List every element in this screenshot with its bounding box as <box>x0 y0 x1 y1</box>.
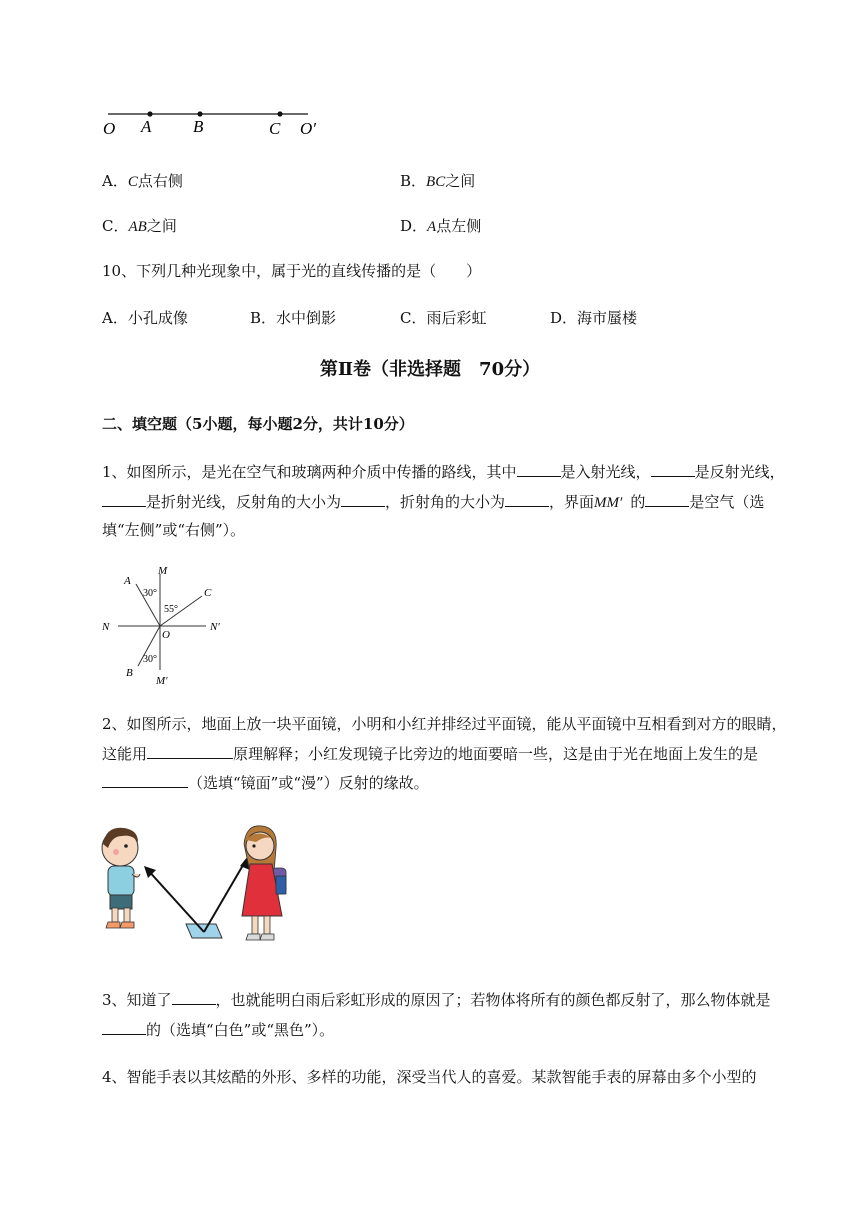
fill1-text: ，折射角的大小为 <box>385 493 506 511</box>
option-var: A <box>427 219 437 235</box>
fill3-text: ，也就能明白雨后彩虹形成的原因了；若物体将所有的颜色都反射了，那么物体就是 <box>215 991 771 1009</box>
fill2-text: （选填“镜面”或“漫”）反射的缘故。 <box>188 774 429 792</box>
angle-30-top: 30° <box>143 588 157 599</box>
fill3-text: 的（选填“白色”或“黑色”）。 <box>146 1021 335 1039</box>
label-C: C <box>269 119 281 138</box>
part2-title: 第Ⅱ卷（非选择题 70分） <box>319 359 541 380</box>
q10-stem: 10、下列几种光现象中，属于光的直线传播的是（ ） <box>102 262 482 280</box>
option-text: 点右侧 <box>137 172 183 190</box>
fill2-line1: 2、如图所示，地面上放一块平面镜，小明和小红并排经过平面镜，能从平面镜中互相看到对方的眼睛， <box>102 715 787 733</box>
fill1-text: 是折射光线，反射角的大小为 <box>146 493 342 511</box>
label-N-prime: N′ <box>210 621 220 633</box>
ray-to-boy <box>146 868 204 932</box>
fill1-line1 <box>102 462 785 482</box>
fill1-blank-incident[interactable] <box>517 462 561 477</box>
label-N: N <box>102 621 110 633</box>
fill1-text: 是反射光线， <box>694 463 785 481</box>
label-O: O <box>103 119 116 138</box>
ray-to-girl <box>204 860 246 932</box>
fill1-line3: 填“左侧”或“右侧”）。 <box>102 521 246 539</box>
angle-55: 55° <box>164 604 178 615</box>
q10-option-c[interactable]: C．雨后彩虹 <box>400 309 487 327</box>
fill3-line1 <box>102 990 771 1010</box>
label-O-prime: O′ <box>300 119 316 138</box>
fill1-blank-side[interactable] <box>645 492 689 507</box>
fill1-text: 1、如图所示，是光在空气和玻璃两种介质中传播的路线，其中 <box>102 463 517 481</box>
option-prefix: D． <box>400 217 428 235</box>
angle-30-bottom: 30° <box>143 654 157 665</box>
fill1-var: MM′ <box>594 495 623 511</box>
fill2-line2 <box>102 744 758 764</box>
fill1-blank-refracted[interactable] <box>102 492 146 507</box>
fill2-blank-reflection-type[interactable] <box>102 773 188 788</box>
label-B: B <box>193 117 204 136</box>
q9-option-a[interactable] <box>102 171 183 192</box>
q10-option-d[interactable]: D．海市蜃楼 <box>550 309 638 327</box>
fill1-text: ，界面 <box>549 493 595 511</box>
label-M-prime: M′ <box>156 675 168 686</box>
fill1-blank-refraction-angle[interactable] <box>505 492 549 507</box>
ray-diagram-figure <box>98 562 234 686</box>
fill4-line1: 4、智能手表以其炫酷的外形、多样的功能，深受当代人的喜爱。某款智能手表的屏幕由多个小型的 <box>102 1068 757 1086</box>
fill1-line2 <box>102 492 764 513</box>
fill1-blank-reflection-angle[interactable] <box>341 492 385 507</box>
fill3-text: 3、知道了 <box>102 991 172 1009</box>
option-prefix: B． <box>400 172 427 190</box>
option-var: BC <box>426 174 446 190</box>
q10-option-b[interactable]: B．水中倒影 <box>250 309 337 327</box>
point-C <box>277 111 282 116</box>
option-prefix: A． <box>102 172 128 190</box>
label-O-ray: O <box>162 629 170 641</box>
fill2-line3 <box>102 773 429 793</box>
point-B <box>197 111 202 116</box>
q10-option-a[interactable]: A．小孔成像 <box>102 309 188 327</box>
q9-option-c[interactable] <box>102 216 177 237</box>
fill1-text: 的 <box>630 493 646 511</box>
fill1-blank-reflected[interactable] <box>651 462 695 477</box>
fill1-text: 是入射光线， <box>560 463 651 481</box>
label-B-ray: B <box>126 667 133 679</box>
fill2-blank-principle[interactable] <box>147 744 233 759</box>
girl-figure <box>242 826 286 940</box>
fill3-blank-color[interactable] <box>102 1020 146 1035</box>
label-A-ray: A <box>124 575 131 587</box>
section2-heading: 二、填空题（5小题，每小题2分，共计10分） <box>102 415 414 433</box>
label-M: M <box>158 565 168 577</box>
fill2-text: 原理解释；小红发现镜子比旁边的地面要暗一些，这是由于光在地面上发生的是 <box>233 745 759 763</box>
boy-figure <box>102 828 140 928</box>
option-text: 之间 <box>445 172 476 190</box>
q9-option-b[interactable] <box>400 171 475 192</box>
option-var: AB <box>128 219 147 235</box>
fill3-line2 <box>102 1020 334 1040</box>
option-text: 点左侧 <box>436 217 482 235</box>
option-prefix: C． <box>102 217 129 235</box>
number-line-figure <box>100 104 330 140</box>
point-A <box>147 111 152 116</box>
q9-option-d[interactable] <box>400 216 481 237</box>
fill3-blank-concept[interactable] <box>172 990 216 1005</box>
option-var: C <box>127 174 138 190</box>
option-text: 之间 <box>146 217 177 235</box>
fill2-text: 这能用 <box>102 745 148 763</box>
fill1-text: 是空气（选 <box>689 493 765 511</box>
label-A: A <box>141 117 152 136</box>
mirror-illustration <box>96 822 300 954</box>
label-C-ray: C <box>204 587 212 599</box>
